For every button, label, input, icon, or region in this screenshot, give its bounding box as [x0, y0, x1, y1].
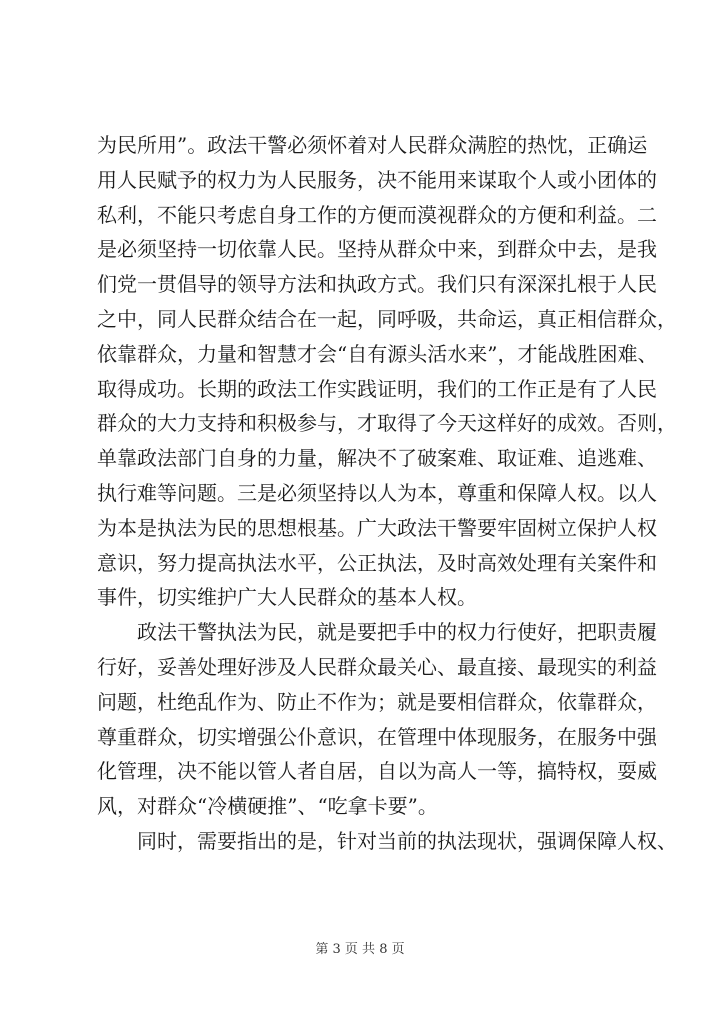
text-line: 尊重群众，切实增强公仆意识，在管理中体现服务，在服务中强: [97, 724, 657, 749]
text-line: 是必须坚持一切依靠人民。坚持从群众中来，到群众中去，是我: [97, 237, 657, 262]
text-line: 私利，不能只考虑自身工作的方便而漠视群众的方便和利益。二: [97, 202, 657, 227]
text-line: 取得成功。长期的政法工作实践证明，我们的工作正是有了人民: [97, 376, 657, 401]
text-line: 事件，切实维护广大人民群众的基本人权。: [97, 585, 477, 610]
text-line: 用人民赋予的权力为人民服务，决不能用来谋取个人或小团体的: [97, 167, 657, 192]
page-number-footer: 第 3 页 共 8 页: [315, 942, 405, 957]
body-text: [97, 128, 677, 859]
text-line: 化管理，决不能以管人者自居，自以为高人一等，搞特权，耍威: [97, 759, 657, 784]
paragraph-first-line: 同时，需要指出的是，针对当前的执法现状，强调保障人权、: [137, 828, 677, 853]
text-line: 依靠群众，力量和智慧才会“自有源头活水来”，才能战胜困难、: [97, 341, 658, 366]
text-line: 风，对群众“冷横硬推”、“吃拿卡要”。: [97, 794, 438, 819]
text-line: 单靠政法部门自身的力量，解决不了破案难、取证难、追逃难、: [97, 446, 657, 471]
text-line: 们党一贯倡导的领导方法和执政方式。我们只有深深扎根于人民: [97, 272, 657, 297]
text-line: 为民所用”。政法干警必须怀着对人民群众满腔的热忱，正确运: [97, 133, 648, 157]
text-line: 之中，同人民群众结合在一起，同呼吸，共命运，真正相信群众，: [97, 306, 677, 331]
paragraph-first-line: 政法干警执法为民，就是要把手中的权力行使好，把职责履: [137, 620, 657, 645]
text-line: 问题，杜绝乱作为、防止不作为；就是要相信群众，依靠群众，: [97, 689, 657, 714]
text-line: 群众的大力支持和积极参与，才取得了今天这样好的成效。否则，: [97, 411, 677, 436]
text-line: 执行难等问题。三是必须坚持以人为本，尊重和保障人权。以人: [97, 480, 657, 505]
text-line: 行好，妥善处理好涉及人民群众最关心、最直接、最现实的利益: [97, 654, 657, 679]
text-line: 为本是执法为民的思想根基。广大政法干警要牢固树立保护人权: [97, 515, 657, 540]
text-line: 意识，努力提高执法水平，公正执法，及时高效处理有关案件和: [97, 550, 657, 575]
